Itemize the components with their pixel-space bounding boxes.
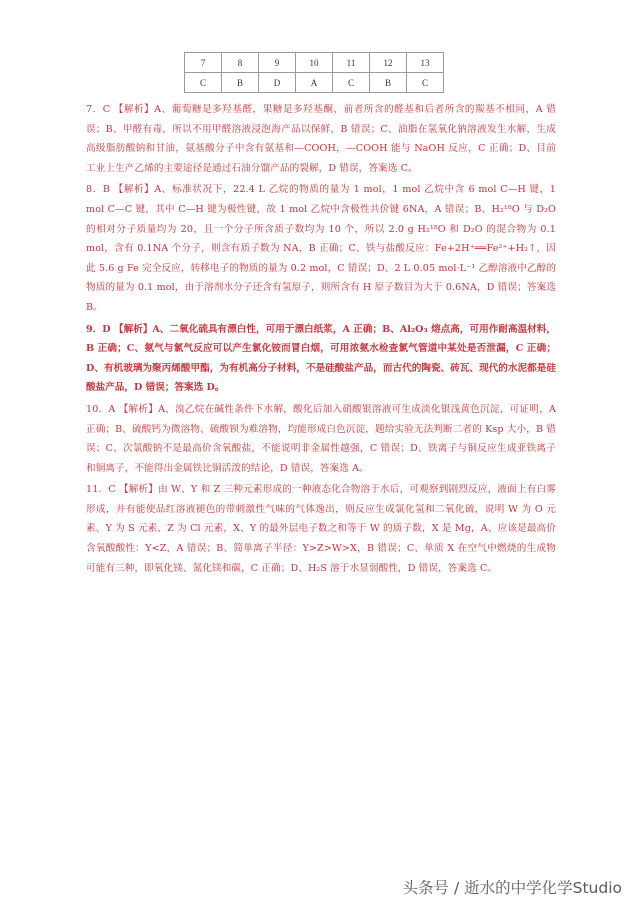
explanations xyxy=(86,100,556,580)
answer-table-header-row xyxy=(185,53,444,73)
explanation-q11: 11．C 【解析】由 W、Y 和 Z 三种元素形成的一种液态化合物溶于水后，可观察到剧烈反应，液面上有白雾形成，并有能使品红溶液褪色的带刺激性气味的气体逸出，则反应生成氯化氢和二氧化硫，说明 W 为 O 元素、Y 为 S 元素、Z 为 Cl 元素，X、Y 的最外层电子数之和等于 W 的质子数，X 是 Mg，A、应该是最高价含氧酸酸性：Y<Z，A 错误；B、简单离子半径：Y>Z>W>X，B 错误；C、单质 X 在空气中燃烧的生成物可能有三种，即氧化镁、氮化镁和碳，C 正确；D、H₂S 溶于水显弱酸性，D 错误，答案选 C。 xyxy=(86,484,556,574)
answer-cell: C xyxy=(407,73,444,93)
answer-table-answer-row xyxy=(185,73,444,93)
explanation-q9: 9．D 【解析】A、二氧化硫具有漂白性，可用于漂白纸浆，A 正确；B、Al₂O₃ 熔点高，可用作耐高温材料，B 正确；C、氨气与氯气反应可以产生氯化铵而冒白烟，可用浓氨水检查氯气管道中某处是否泄漏，C 正确；D、有机玻璃为聚丙烯酸甲酯，为有机高分子材料，不是硅酸盐产品，而古代的陶瓷、砖瓦、现代的水泥都是硅酸盐产品，D 错误；答案选 D。 xyxy=(86,323,556,394)
question-number-cell: 10 xyxy=(296,53,333,73)
answer-cell: A xyxy=(296,73,333,93)
answer-cell: B xyxy=(370,73,407,93)
question-number-cell: 9 xyxy=(259,53,296,73)
explanation-q10: 10．A 【解析】A、溴乙烷在碱性条件下水解，酸化后加入硝酸银溶液可生成淡化银浅黄色沉淀，可证明，A 正确；B、硫酸钙为微溶物、硫酸钡为难溶物，均能形成白色沉淀，题给实验无法判断二者的 Ksp 大小，B 错误；C、次氯酸钠不是最高价含氧酸盐，不能说明非金属性越强，C 错误；D、铁离子与铜反应生成亚铁离子和铜离子，不能得出金属铁比铜活泼的结论，D 错误，答案选 A。 xyxy=(86,403,556,474)
answer-cell: C xyxy=(185,73,222,93)
question-number-cell: 8 xyxy=(222,53,259,73)
question-number-cell: 7 xyxy=(185,53,222,73)
answer-table xyxy=(184,52,444,93)
explanation-q7: 7．C 【解析】A、葡萄糖是多羟基醛，果糖是多羟基酮，前者所含的醛基和后者所含的羰基不相同，A 错误；B、甲醛有毒，所以不用甲醛溶液浸泡海产品以保鲜，B 错误；C、油脂在氢氧化钠溶液发生水解，生成高级脂肪酸钠和甘油，氨基酸分子中含有氨基和—COOH，—COOH 能与 NaOH 反应，C 正确；D、目前工业上生产乙烯的主要途径是通过石油分馏产品的裂解，D 错误，答案选 C。 xyxy=(86,104,556,174)
question-number-cell: 11 xyxy=(333,53,370,73)
answer-cell: C xyxy=(333,73,370,93)
answer-cell: D xyxy=(259,73,296,93)
question-number-cell: 12 xyxy=(370,53,407,73)
watermark: 头条号 / 逝水的中学化学Studio xyxy=(402,879,622,897)
answer-cell: B xyxy=(222,73,259,93)
explanation-q8: 8．B 【解析】A、标准状况下，22.4 L 乙烷的物质的量为 1 mol，1 mol 乙烷中含 6 mol C—H 键，1 mol C—C 键，其中 C—H 键为极性键，故 1 mol 乙烷中含极性共价键 6NA，A 错误；B、H₂¹⁸O 与 D₂O 的相对分子质量均为 20，且一个分子所含质子数均为 10 个，所以 2.0 g H₂¹⁸O 和 D₂O 的混合物为 0.1 mol，含有 0.1NA 个分子，则含有质子数为 NA，B 正确；C、铁与盐酸反应：Fe+2H⁺══Fe²⁺+H₂↑，因此 5.6 g Fe 完全反应，转移电子的物质的量为 0.2 mol，C 错误；D、2 L 0.05 mol·L⁻¹ 乙醇溶液中乙醇的物质的量为 0.1 mol，由于溶剂水分子还含有氢原子，则所含有 H 原子数目为大于 0.6NA，D 错误；答案选 B。 xyxy=(86,184,557,313)
question-number-cell: 13 xyxy=(407,53,444,73)
